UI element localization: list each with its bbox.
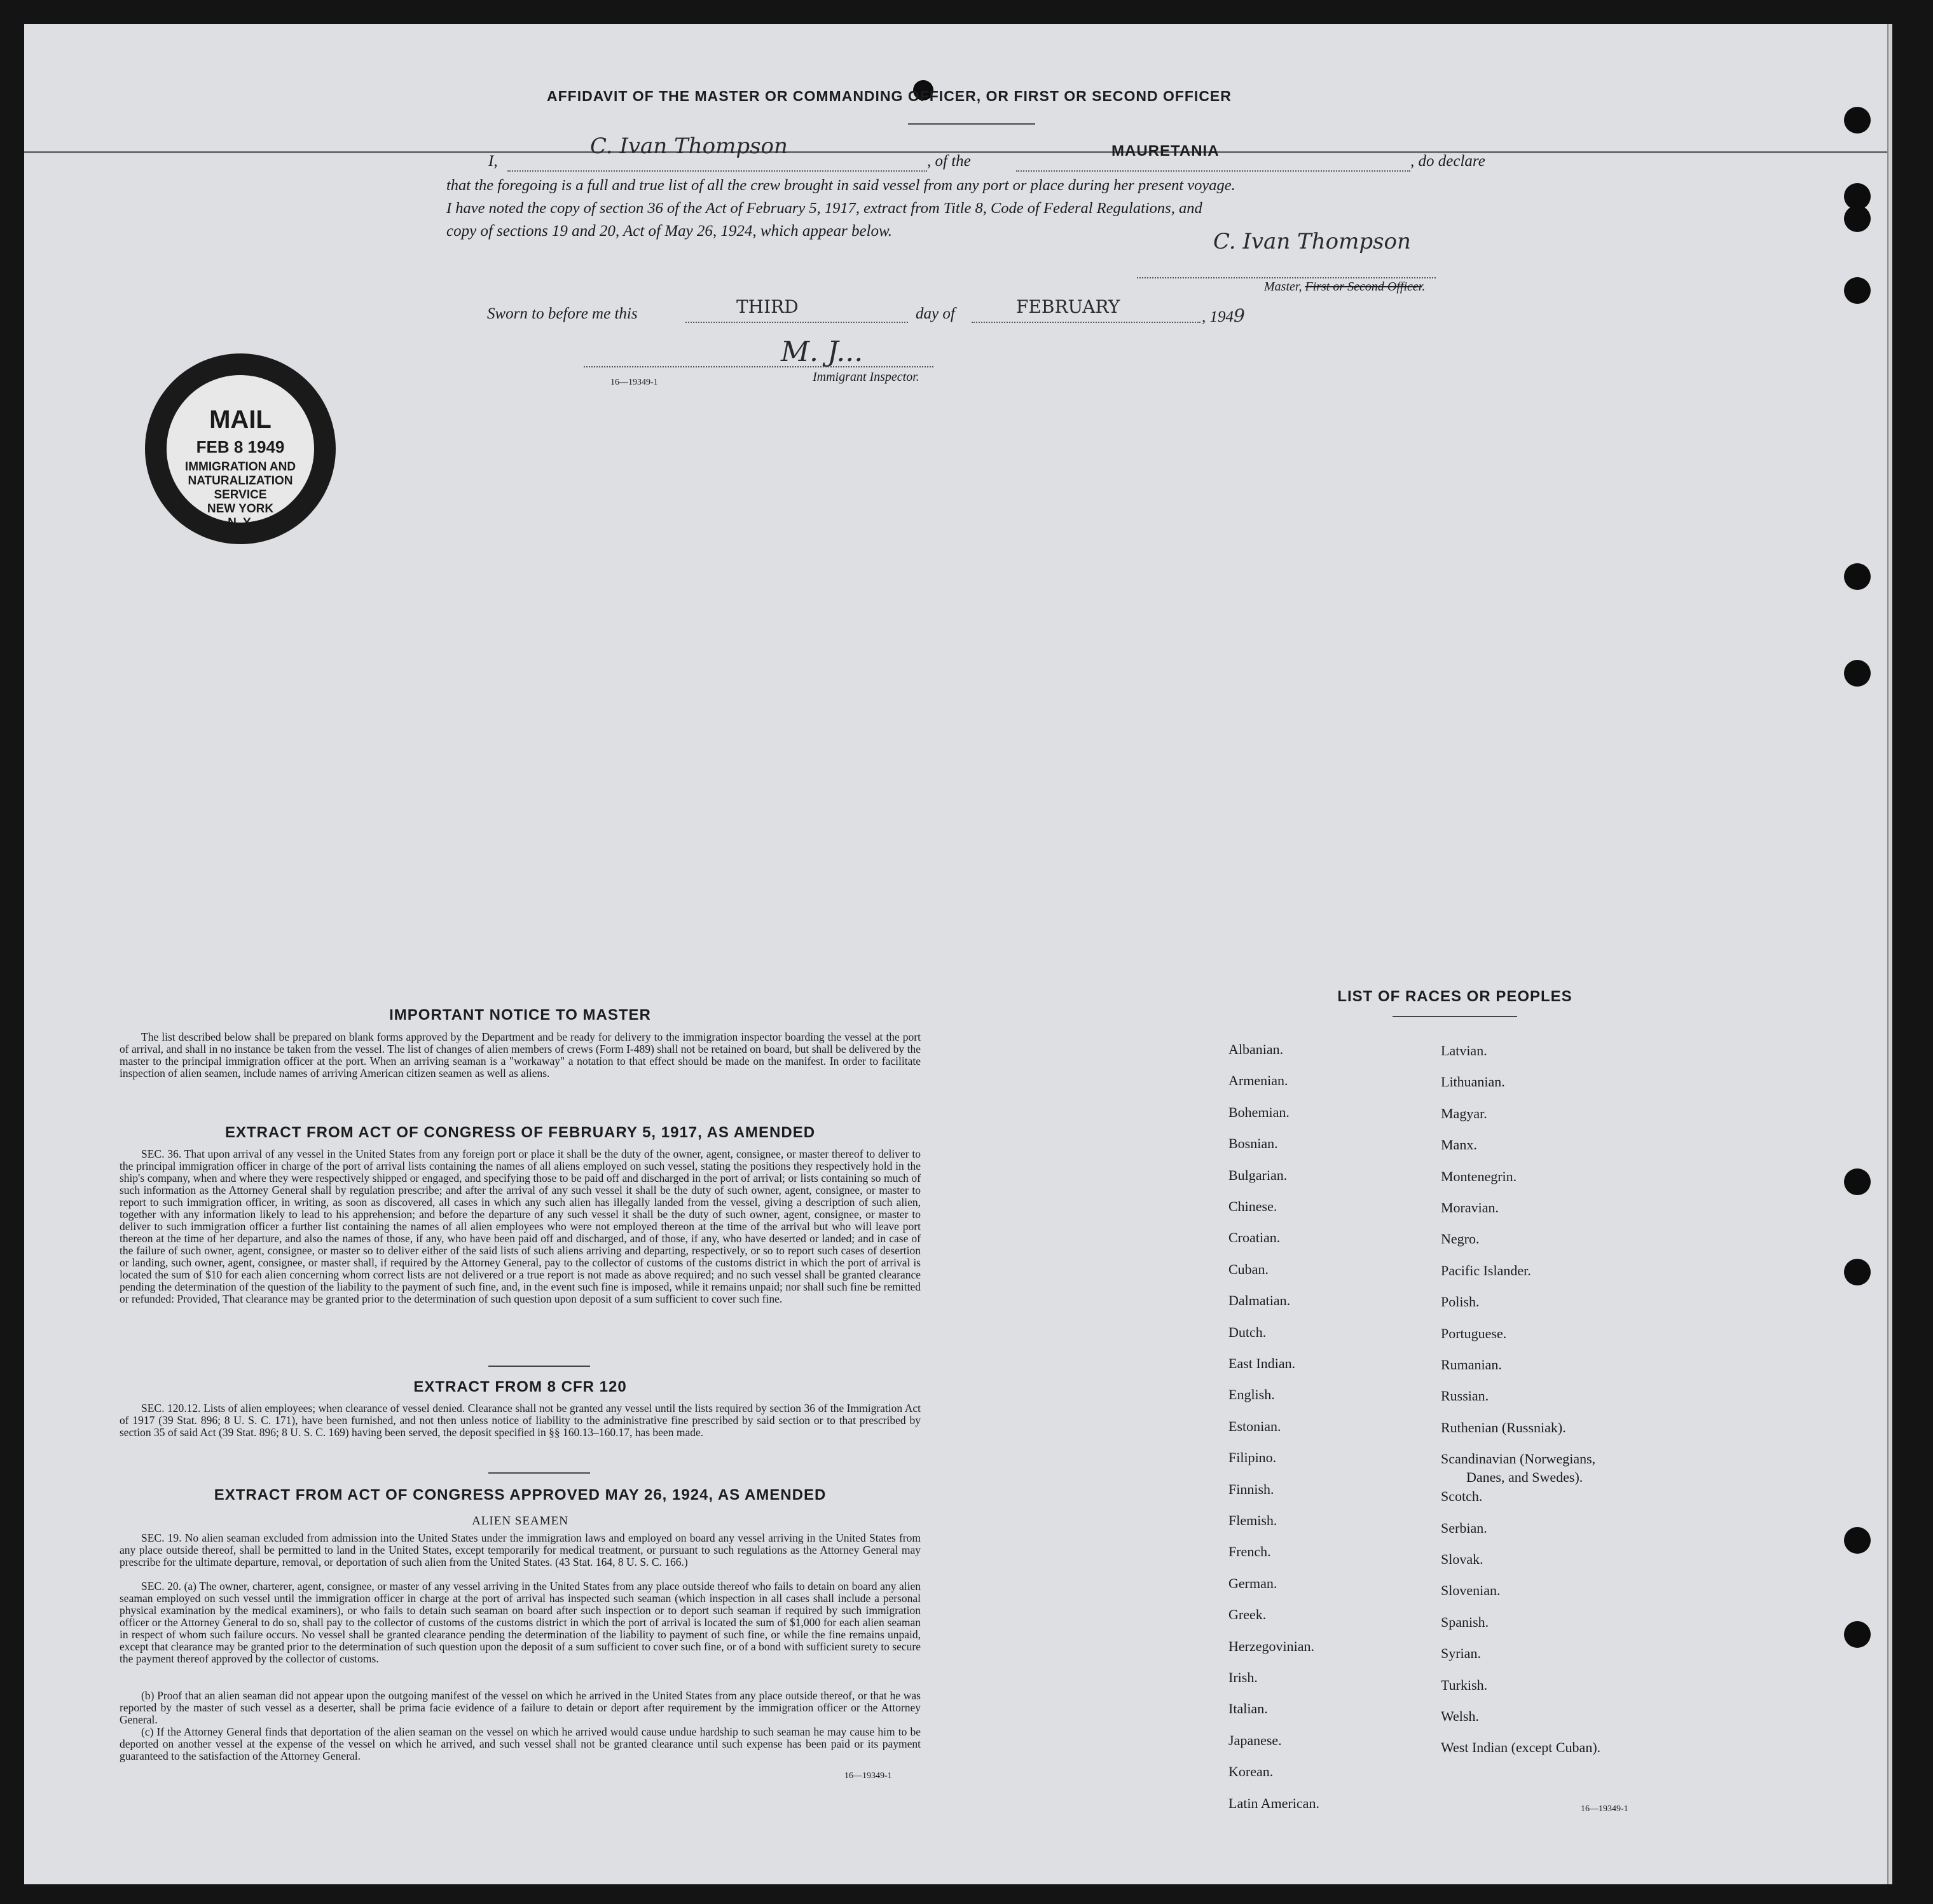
mail-received-stamp xyxy=(145,353,336,544)
race-item: English. xyxy=(1228,1387,1275,1403)
race-item: Portuguese. xyxy=(1441,1325,1507,1341)
race-item: Dalmatian. xyxy=(1228,1292,1291,1309)
extract-cfr-title: EXTRACT FROM 8 CFR 120 xyxy=(413,1378,627,1395)
master-caption-struck: First or Second Officer xyxy=(1305,280,1422,294)
punch-hole xyxy=(1844,107,1871,134)
stamp-service-line: N. Y. xyxy=(228,516,253,530)
race-item: Moravian. xyxy=(1441,1200,1499,1216)
inspector-line xyxy=(584,366,933,367)
sworn-day: THIRD xyxy=(736,296,799,317)
vessel-name: MAURETANIA xyxy=(1111,142,1220,160)
extract-1917-title: EXTRACT FROM ACT OF CONGRESS OF FEBRUARY 5, 1917, AS AMENDED xyxy=(224,1124,816,1141)
extract-1924-title: EXTRACT FROM ACT OF CONGRESS APPROVED MAY 26, 1924, AS AMENDED xyxy=(214,1486,827,1503)
race-item: Bohemian. xyxy=(1228,1104,1290,1120)
declarant-line xyxy=(507,170,927,172)
extract-1924-sec19: SEC. 19. No alien seaman excluded from admission into the United States under the immigration laws and employed on board any vessel arriving in the United States from any place outside thereof, shall be permitted to land in the United States, except temporarily for medical treatment, or pursuant to such regulations as the Attorney General may prescribe for the ultimate departure, removal, or deportation of such alien from the United States. (43 Stat. 164, 8 U. S. C. 166.) xyxy=(120,1531,921,1568)
race-item: Slovak. xyxy=(1441,1551,1483,1567)
inspector-signature: M. J... xyxy=(781,336,863,368)
race-item: Ruthenian (Russniak). xyxy=(1441,1419,1566,1435)
races-title: LIST OF RACES OR PEOPLES xyxy=(1337,988,1572,1005)
day-of-label: day of xyxy=(916,305,955,322)
title-rule xyxy=(908,123,1035,125)
sworn-day-line xyxy=(685,322,908,323)
stamp-service-line: NEW YORK xyxy=(207,502,274,516)
punch-hole xyxy=(1844,563,1871,590)
of-the-label: , of the xyxy=(927,153,971,170)
race-item: Manx. xyxy=(1441,1137,1477,1153)
section-rule xyxy=(488,1472,590,1474)
affidavit-line-2: that the foregoing is a full and true list of all the crew brought in said vessel from any port or place during her present voyage. xyxy=(446,177,1235,194)
race-item: Syrian. xyxy=(1441,1645,1481,1662)
race-item: Magyar. xyxy=(1441,1105,1487,1121)
extract-1924-sec20b: (b) Proof that an alien seaman did not appear upon the outgoing manifest of the vessel on which he arrived in the United States from any place outside thereof, or that he was reported by the master of such vessel as a deserter, shall be prima facie evidence of a failure to detain or deport after requirement by the immigration officer or the Attorney General. xyxy=(120,1689,921,1726)
sworn-month-line xyxy=(972,322,1200,323)
stamp-mail-label: MAIL xyxy=(209,406,272,434)
race-item: Polish. xyxy=(1441,1294,1480,1310)
race-item: Finnish. xyxy=(1228,1481,1274,1497)
race-item: Dutch. xyxy=(1228,1324,1267,1340)
race-item: Scandinavian (Norwegians, xyxy=(1441,1451,1596,1467)
affidavit-line-3: I have noted the copy of section 36 of the Act of February 5, 1917, extract from Title 8, Code of Federal Regulations, and xyxy=(446,200,1202,217)
affidavit-line-4: copy of sections 19 and 20, Act of May 26, 1924, which appear below. xyxy=(446,223,893,240)
race-item: Flemish. xyxy=(1228,1512,1277,1528)
race-item: Estonian. xyxy=(1228,1418,1281,1434)
punch-hole xyxy=(1844,1259,1871,1285)
race-item: Lithuanian. xyxy=(1441,1074,1505,1090)
stamp-date: FEB 8 1949 xyxy=(196,437,285,456)
punch-hole xyxy=(1844,660,1871,687)
race-item: Japanese. xyxy=(1228,1732,1282,1748)
race-item: Herzegovinian. xyxy=(1228,1638,1314,1654)
race-item: Bosnian. xyxy=(1228,1135,1278,1152)
race-item: Turkish. xyxy=(1441,1676,1488,1693)
punch-hole xyxy=(1844,1527,1871,1554)
extract-1924-subtitle: ALIEN SEAMEN xyxy=(472,1514,568,1528)
race-item: Spanish. xyxy=(1441,1613,1489,1630)
race-item: Negro. xyxy=(1441,1231,1480,1247)
document-page xyxy=(24,24,1892,1884)
race-item: Latin American. xyxy=(1228,1795,1319,1811)
stamp-service xyxy=(167,460,314,530)
section-rule xyxy=(488,1366,590,1367)
punch-hole xyxy=(1844,277,1871,304)
race-item: Cuban. xyxy=(1228,1261,1269,1277)
race-item: Serbian. xyxy=(1441,1519,1487,1536)
race-item: Albanian. xyxy=(1228,1041,1284,1057)
stamp-service-line: SERVICE xyxy=(214,488,267,502)
race-item: Welsh. xyxy=(1441,1708,1479,1724)
race-item: Filipino. xyxy=(1228,1449,1277,1466)
sworn-year-prefix: , 194 xyxy=(1202,308,1234,325)
extract-cfr-text: SEC. 120.12. Lists of alien employees; when clearance of vessel denied. Clearance shall not be granted any vessel until the lists required by section 36 of the Immigration Act of 1917 (39 Stat. 896; 8 U. S. C. 171), have been furnished, and not then unless notice of liability to the administrative fine prescribed by said section or to that prescribed by section 35 of said Act (39 Stat. 896; 8 U. S. C. 169) having been served, the deposit specified in §§ 160.13–160.17, has been made. xyxy=(120,1402,921,1439)
race-item: Italian. xyxy=(1228,1701,1268,1717)
page-edge xyxy=(1887,24,1892,1884)
race-item: Bulgarian. xyxy=(1228,1167,1288,1183)
notice-title: IMPORTANT NOTICE TO MASTER xyxy=(389,1006,651,1024)
race-item: Chinese. xyxy=(1228,1198,1277,1214)
race-item: Latvian. xyxy=(1441,1043,1487,1058)
stamp-face xyxy=(164,373,317,530)
sworn-year-suffix: 9 xyxy=(1234,305,1245,326)
master-caption-suffix: . xyxy=(1422,280,1426,294)
race-item: Greek. xyxy=(1228,1606,1267,1623)
affidavit-title: AFFIDAVIT OF THE MASTER OR COMMANDING OFFICER, OR FIRST OR SECOND OFFICER xyxy=(547,88,1232,104)
punch-hole xyxy=(1844,1621,1871,1648)
form-number-left: 16—19349-1 xyxy=(844,1771,892,1781)
race-item: East Indian. xyxy=(1228,1355,1296,1371)
vessel-line xyxy=(1016,170,1410,172)
race-item: Danes, and Swedes). xyxy=(1466,1469,1583,1486)
race-item: Croatian. xyxy=(1228,1229,1281,1246)
races-rule xyxy=(1393,1016,1517,1017)
sworn-prefix: Sworn to before me this xyxy=(487,305,638,322)
notice-text: The list described below shall be prepared on blank forms approved by the Department and be ready for delivery to the immigration inspector boarding the vessel at the port of arrival, and shall in no instance be taken from the vessel. The list of changes of alien members of crews (Form I-489) shall not be retained on board, but shall be delivered by the master to the principal immigration officer at the port. When an arriving seaman is a "workaway" a notation to that effect should be made on the manifest. In order to facilitate inspection of alien seamen, include names of arriving American citizen seamen as well as aliens. xyxy=(120,1031,921,1079)
race-item: Korean. xyxy=(1228,1764,1274,1780)
master-signature: C. Ivan Thompson xyxy=(1213,229,1411,254)
race-item: Armenian. xyxy=(1228,1072,1288,1089)
sworn-year xyxy=(1202,305,1245,326)
extract-1924-sec20a: SEC. 20. (a) The owner, charterer, agent, consignee, or master of any vessel arriving in the United States from any place outside thereof who fails to detain on board any alien seaman employed on such vessel until the immigration officer in charge at the port of arrival has inspected such seaman (which inspection in all cases shall include a personal physical examination by the medical examiners), or who fails to detain such seaman on board after such inspection or to deport such seaman if required by such immigration officer or the Attorney General to do so, shall pay to the collector of customs of the customs district in which the port of arrival is located the sum of $1,000 for each alien seaman in respect of whom such failure occurs. No vessel shall be granted clearance pending the determination of the liability to payment of such fine, or while the fine remains unpaid, except that clearance may be granted prior to the determination of such question upon the deposit of a sum sufficient to cover such fine, or of a bond with sufficient surety to secure the payment thereof approved by the collector of customs. xyxy=(120,1580,921,1665)
race-item: French. xyxy=(1228,1544,1271,1560)
race-item: Montenegrin. xyxy=(1441,1168,1517,1184)
form-number-right: 16—19349-1 xyxy=(1581,1804,1628,1814)
stamp-service-line: IMMIGRATION AND xyxy=(184,460,296,474)
race-item: Pacific Islander. xyxy=(1441,1262,1531,1278)
inspector-caption: Immigrant Inspector. xyxy=(813,370,919,384)
race-item: Rumanian. xyxy=(1441,1357,1502,1373)
stamp-service-line: NATURALIZATION xyxy=(188,474,293,488)
race-item: West Indian (except Cuban). xyxy=(1441,1739,1601,1756)
extract-1924-sec20c: (c) If the Attorney General finds that deportation of the alien seaman on the vessel on which he arrived would cause undue hardship to such seaman he may cause him to be deported on another vessel at the expense of the vessel on which he arrived, and such vessel shall not be granted clearance until such expense has been paid or its payment guaranteed to the satisfaction of the Attorney General. xyxy=(120,1725,921,1762)
form-number-top: 16—19349-1 xyxy=(610,378,658,387)
punch-hole xyxy=(1844,205,1871,232)
extract-1917-text: SEC. 36. That upon arrival of any vessel in the United States from any foreign port or place it shall be the duty of the owner, agent, consignee, or master thereof to deliver to the principal immigration officer in charge of the port of arrival lists containing the names of all aliens employed on such vessel, stating the positions they respectively hold in the ship's company, when and where they were respectively shipped or engaged, and specifying those to be paid off and discharged in the port of arrival; or lists containing so much of such information as the Attorney General shall by regulation prescribe; and after the arrival of any such vessel it shall be the duty of such owner, agent, consignee, or master to report to such immigration officer, in writing, as soon as discovered, all cases in which any such alien has illegally landed from the vessel, giving a description of such alien, together with any information likely to lead to his apprehension; and before the departure of any such vessel it shall be the duty of such owner, agent, consignee, or master to deliver to such immigration officer a further list containing the names of all alien employees who were not employed thereon at the time of the arrival but who will leave port thereon at the time of her departure, and also the names of those, if any, who have been paid off and discharged, and of those, if any, who have deserted or landed; and in case of the failure of such owner, agent, consignee, or master so to deliver either of the said lists of such aliens arriving and departing, respectively, or so to report such cases of desertion or landing, such owner, agent, consignee, or master shall, if required by the Attorney General, pay to the collector of customs of the customs district in which the port of arrival is located the sum of $10 for each alien concerning whom correct lists are not delivered or a true report is not made as above required; and no such vessel shall be granted clearance pending the determination of the question of the liability to the payment of such fine, and, in the event such fine is imposed, while it remains unpaid; nor shall such fine be remitted or refunded: Provided, That clearance may be granted prior to the determination of such question upon deposit of a sum sufficient to cover such fine. xyxy=(120,1147,921,1305)
race-item: Scotch. xyxy=(1441,1488,1483,1505)
master-caption xyxy=(1264,280,1425,294)
declarant-prefix: I, xyxy=(488,153,498,170)
master-signature-line xyxy=(1137,277,1436,278)
race-item: Russian. xyxy=(1441,1388,1489,1404)
master-caption-prefix: Master, xyxy=(1264,280,1305,294)
race-item: Irish. xyxy=(1228,1669,1258,1685)
punch-hole xyxy=(1844,1168,1871,1195)
declarant-signature: C. Ivan Thompson xyxy=(590,134,788,159)
race-item: German. xyxy=(1228,1575,1277,1591)
race-item: Slovenian. xyxy=(1441,1582,1501,1599)
sworn-month: FEBRUARY xyxy=(1016,296,1120,317)
do-declare-label: , do declare xyxy=(1410,153,1485,170)
